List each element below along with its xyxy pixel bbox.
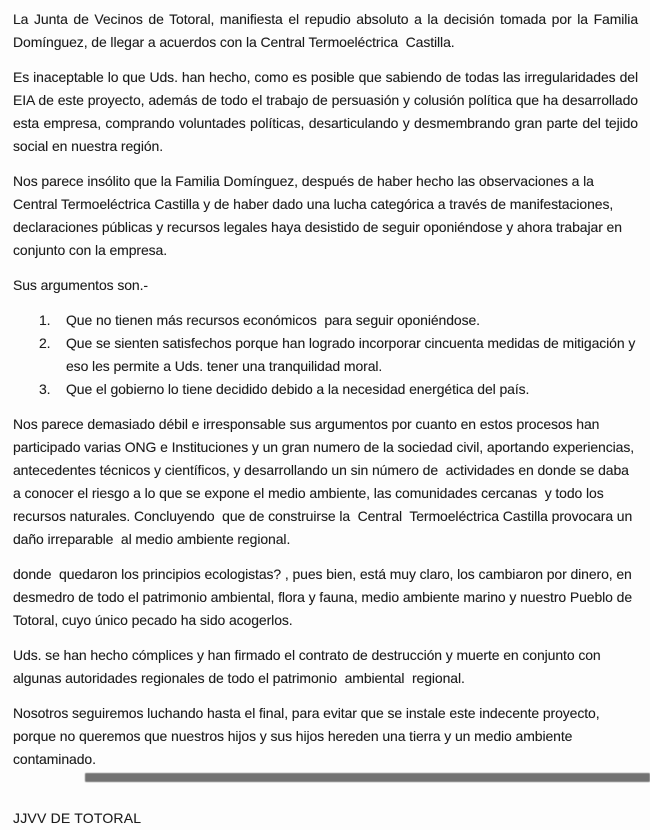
paragraph-seguiremos: Nosotros seguiremos luchando hasta el final, para evitar que se instale este indecente proyecto, porque no queremos que nuestros hijos y sus hijos hereden una tierra y un medio ambiente contaminado.: [13, 705, 604, 767]
signature: JJVV DE TOTORAL: [13, 810, 142, 826]
paragraph-inaceptable: Es inaceptable lo que Uds. han hecho, como es posible que sabiendo de todas las irregularidades del EIA de este proyecto, además de todo el trabajo de persuasión y colusión política que ha desarrollado esta empresa, comprando voluntades políticas, desarticulando y desmembrando gran parte del tejido social en nuestra región.: [13, 69, 642, 154]
list-item: [39, 332, 638, 378]
paragraph-argumentos-heading: Sus argumentos son.-: [13, 277, 148, 293]
list-item-text: Que el gobierno lo tiene decidido debido a la necesidad energética del país.: [66, 381, 530, 397]
list-item-number: 2.: [39, 335, 51, 351]
list-item-text: Que no tienen más recursos económicos para seguir oponiéndose.: [66, 312, 480, 328]
paragraph-intro: La Junta de Vecinos de Totoral, manifiesta el repudio absoluto a la decisión tomada por la Familia Domínguez, de llegar a acuerdos con la Central Termoeléctrica Castilla.: [13, 11, 642, 50]
list-item: [39, 378, 638, 401]
paragraph-debil: Nos parece demasiado débil e irresponsable sus argumentos por cuanto en estos procesos han participado varias ONG e Instituciones y un gran numero de la sociedad civil, aportando experiencias, antecedentes técnicos y científicos, y desarrollando un sin número de actividades en donde se daba a conocer el riesgo a lo que se expone el medio ambiente, las comunidades cercanas y todo los recursos naturales. Concluyendo que de construirse la Central Termoeléctrica Castilla provocara un daño irreparable al medio ambiente regional.: [13, 416, 638, 547]
list-item-text: Que se sienten satisfechos porque han logrado incorporar cincuenta medidas de mitigación y eso les permite a Uds. tener una tranquilidad moral.: [66, 335, 640, 374]
paragraph-insolito: Nos parece insólito que la Familia Domínguez, después de haber hecho las observaciones a la Central Termoeléctrica Castilla y de haber dado una lucha categórica a través de manifestaciones, declaraciones públicas y recursos legales haya desistido de seguir oponiéndose y ahora trabajar en conjunto con la empresa.: [13, 173, 626, 258]
list-item-number: 1.: [39, 312, 51, 328]
scan-artifact-bar: [85, 773, 650, 782]
list-item-number: 3.: [39, 381, 51, 397]
paragraph-complices: Uds. se han hecho cómplices y han firmado el contrato de destrucción y muerte en conjunto con algunas autoridades regionales de todo el patrimonio ambiental regional.: [13, 647, 605, 686]
numbered-list: [13, 309, 638, 401]
list-item: [39, 309, 638, 332]
paragraph-ecologistas: donde quedaron los principios ecologistas? , pues bien, está muy claro, los cambiaron por dinero, en desmedro de todo el patrimonio ambiental, flora y fauna, medio ambiente marino y nuestro Pueblo de Totoral, cuyo único pecado ha sido acogerlos.: [13, 566, 636, 628]
